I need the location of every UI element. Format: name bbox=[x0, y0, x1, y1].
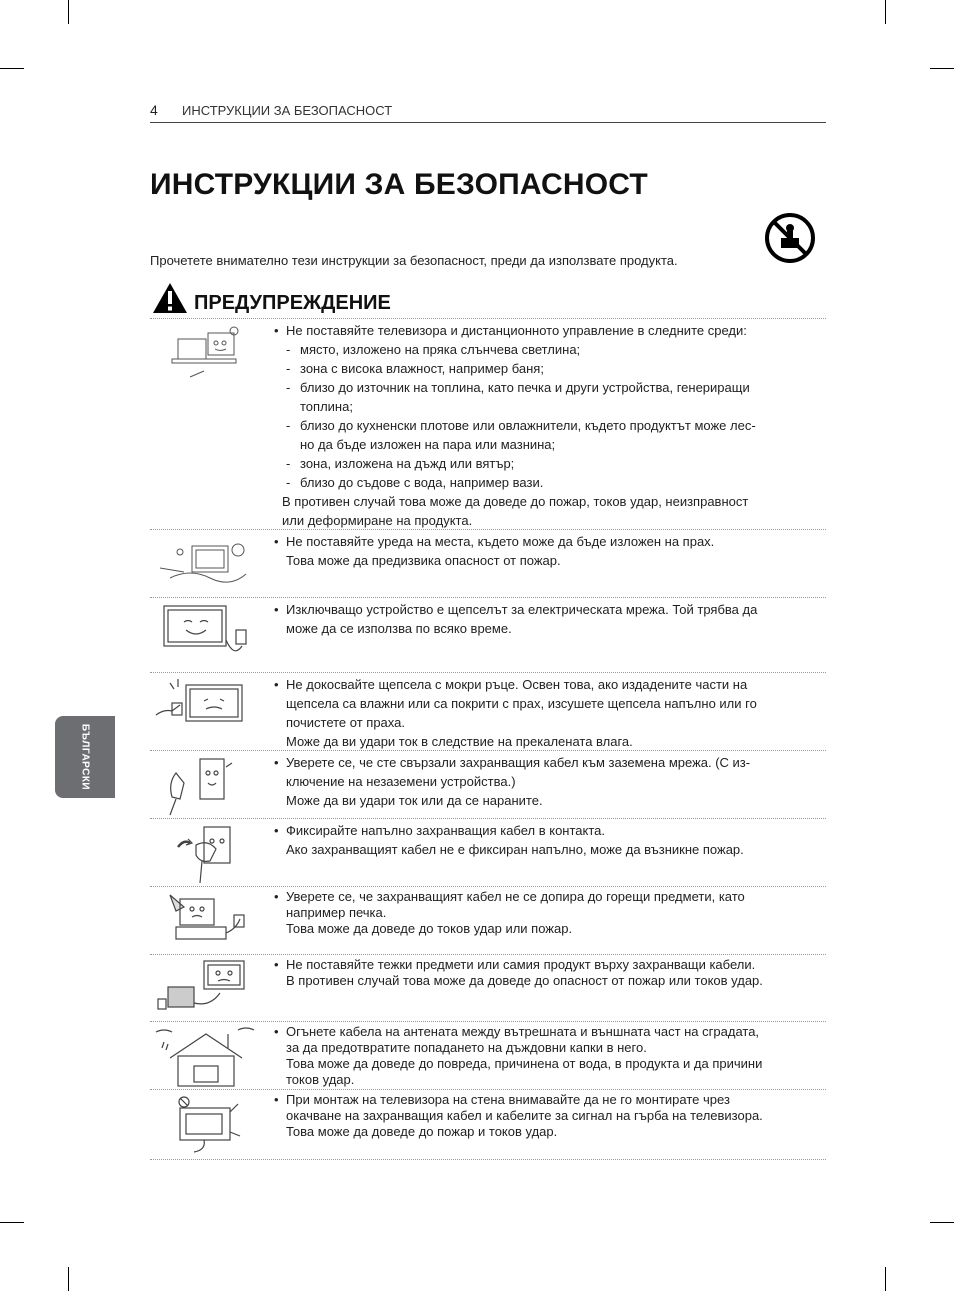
plug-insert-icon bbox=[150, 821, 260, 887]
consequence-text: Това може да доведе до повреда, причинена от вода, в продукта и да причини bbox=[286, 1056, 763, 1071]
bullet-text-continued: например печка. bbox=[286, 905, 387, 920]
house-antenna-icon bbox=[150, 1024, 260, 1088]
warning-section-plug-secure bbox=[150, 818, 826, 887]
bullet-text: • Не докосвайте щепсела с мокри ръце. Освен това, ако издадените части на bbox=[272, 675, 820, 694]
bullet-text-continued: ключение на незаземени устройства.) bbox=[286, 774, 516, 789]
list-item: - близо до източник на топлина, като печка и други устройства, генериращи bbox=[272, 378, 820, 397]
bullet-text-continued: може да се използва по всяко време. bbox=[286, 621, 512, 636]
plug-access-illustration bbox=[150, 600, 260, 666]
warning-section-hot-objects bbox=[150, 886, 826, 954]
smiling-tv-icon bbox=[150, 600, 260, 666]
page-number: 4 bbox=[150, 102, 158, 118]
language-tab-label: БЪЛГАРСКИ bbox=[79, 723, 91, 791]
bullet-text: • Не поставяйте уреда на места, където може да бъде изложен на прах. bbox=[272, 532, 820, 551]
bullet-text: • Огънете кабела на антената между вътрешната и външната част на сградата, bbox=[272, 1024, 820, 1040]
crop-mark bbox=[930, 68, 954, 69]
consequence-text: Ако захранващият кабел не е фиксиран напълно, може да възникне пожар. bbox=[286, 842, 744, 857]
warning-triangle-icon bbox=[152, 282, 188, 314]
warning-label: ПРЕДУПРЕЖДЕНИЕ bbox=[194, 292, 391, 314]
tv-sun-illustration-icon bbox=[150, 321, 260, 391]
warning-section-wall-mount bbox=[150, 1089, 826, 1160]
consequence-text: Това може да доведе до пожар и токов удар. bbox=[286, 1124, 558, 1139]
list-item: - близо до съдове с вода, например вази. bbox=[272, 473, 820, 492]
tv-environment-illustration bbox=[150, 321, 260, 391]
bullet-text: • Не поставяйте телевизора и дистанционното управление в следните среди: bbox=[272, 321, 820, 340]
bullet-text-continued: окачване на захранващия кабел и кабелите за сигнал на гърба на телевизора. bbox=[286, 1108, 763, 1123]
crop-mark bbox=[0, 68, 24, 69]
consequence-text: Може да ви удари ток или да се нараните. bbox=[286, 793, 543, 808]
list-item: - място, изложено на пряка слънчева светлина; bbox=[272, 340, 820, 359]
bullet-text: • Уверете се, че сте свързали захранващия кабел към заземена мрежа. (С из- bbox=[272, 753, 820, 772]
warning-section-environment bbox=[150, 318, 826, 529]
bullet-text: • При монтаж на телевизора на стена внимавайте да не го монтирате чрез bbox=[272, 1092, 820, 1108]
warning-section-wet-hands bbox=[150, 672, 826, 750]
bullet-text: • Не поставяйте тежки предмети или самия продукт върху захранващи кабели. bbox=[272, 957, 820, 973]
crop-mark bbox=[68, 0, 69, 24]
crop-mark bbox=[930, 1222, 954, 1223]
antenna-illustration bbox=[150, 1024, 260, 1088]
crop-mark bbox=[68, 1267, 69, 1291]
consequence-text: Може да ви удари ток в следствие на прекалената влага. bbox=[286, 734, 633, 749]
bullet-text: • Уверете се, че захранващият кабел не се допира до горещи предмети, като bbox=[272, 889, 820, 905]
heavy-objects-illustration bbox=[150, 957, 260, 1021]
hot-objects-illustration bbox=[150, 889, 260, 953]
consequence-text: или деформиране на продукта. bbox=[282, 513, 473, 528]
intro-text: Прочетете внимателно тези инструкции за безопасност, преди да използвате продукта. bbox=[150, 253, 678, 268]
grounded-outlet-icon bbox=[150, 753, 260, 819]
warning-section-heavy-objects bbox=[150, 954, 826, 1022]
warning-section-antenna bbox=[150, 1021, 826, 1089]
crop-mark bbox=[0, 1222, 24, 1223]
page-header bbox=[150, 102, 826, 123]
list-item: - зона, изложена на дъжд или вятър; bbox=[272, 454, 820, 473]
wet-hands-illustration bbox=[150, 675, 260, 745]
no-children-icon bbox=[760, 212, 820, 264]
warning-section-plug-access bbox=[150, 597, 826, 672]
wall-mount-cable-icon bbox=[150, 1092, 260, 1158]
bullet-text-continued: щепсела са влажни или са покрити с прах, изсушете щепсела напълно или го bbox=[286, 696, 757, 711]
warning-section-grounding bbox=[150, 750, 826, 818]
list-item-continued: топлина; bbox=[300, 399, 353, 414]
consequence-text: В противен случай това може да доведе до пожар, токов удар, неизправност bbox=[282, 494, 749, 509]
consequence-text: токов удар. bbox=[286, 1072, 355, 1087]
list-item: - зона с висока влажност, например баня; bbox=[272, 359, 820, 378]
plug-secure-illustration bbox=[150, 821, 260, 887]
bullet-text-continued: за да предотвратите попадането на дъждовни капки в него. bbox=[286, 1040, 647, 1055]
bullet-text: • Фиксирайте напълно захранващия кабел в контакта. bbox=[272, 821, 820, 840]
crop-mark bbox=[885, 1267, 886, 1291]
consequence-text: Това може да предизвика опасност от пожар. bbox=[286, 553, 561, 568]
crop-mark bbox=[885, 0, 886, 24]
bullet-text: • Изключващо устройство е щепселът за електрическата мрежа. Той трябва да bbox=[272, 600, 820, 619]
wet-hand-plug-icon bbox=[150, 675, 260, 745]
wall-mount-illustration bbox=[150, 1092, 260, 1158]
language-tab bbox=[55, 716, 115, 798]
list-item: - близо до кухненски плотове или овлажнители, където продуктът може лес- bbox=[272, 416, 820, 435]
heater-cable-icon bbox=[150, 889, 260, 953]
grounding-illustration bbox=[150, 753, 260, 819]
consequence-text: В противен случай това може да доведе до опасност от пожар или токов удар. bbox=[286, 973, 763, 988]
bullet-text-continued: почистете от праха. bbox=[286, 715, 405, 730]
dust-illustration bbox=[150, 532, 260, 596]
tv-on-cable-icon bbox=[150, 957, 260, 1021]
consequence-text: Това може да доведе до токов удар или пожар. bbox=[286, 921, 573, 936]
page-title: ИНСТРУКЦИИ ЗА БЕЗОПАСНОСТ bbox=[150, 168, 648, 201]
running-title: ИНСТРУКЦИИ ЗА БЕЗОПАСНОСТ bbox=[182, 103, 393, 118]
tv-dust-icon bbox=[150, 532, 260, 596]
list-item-continued: но да бъде изложен на пара или мазнина; bbox=[300, 437, 556, 452]
warning-section-dust bbox=[150, 529, 826, 598]
